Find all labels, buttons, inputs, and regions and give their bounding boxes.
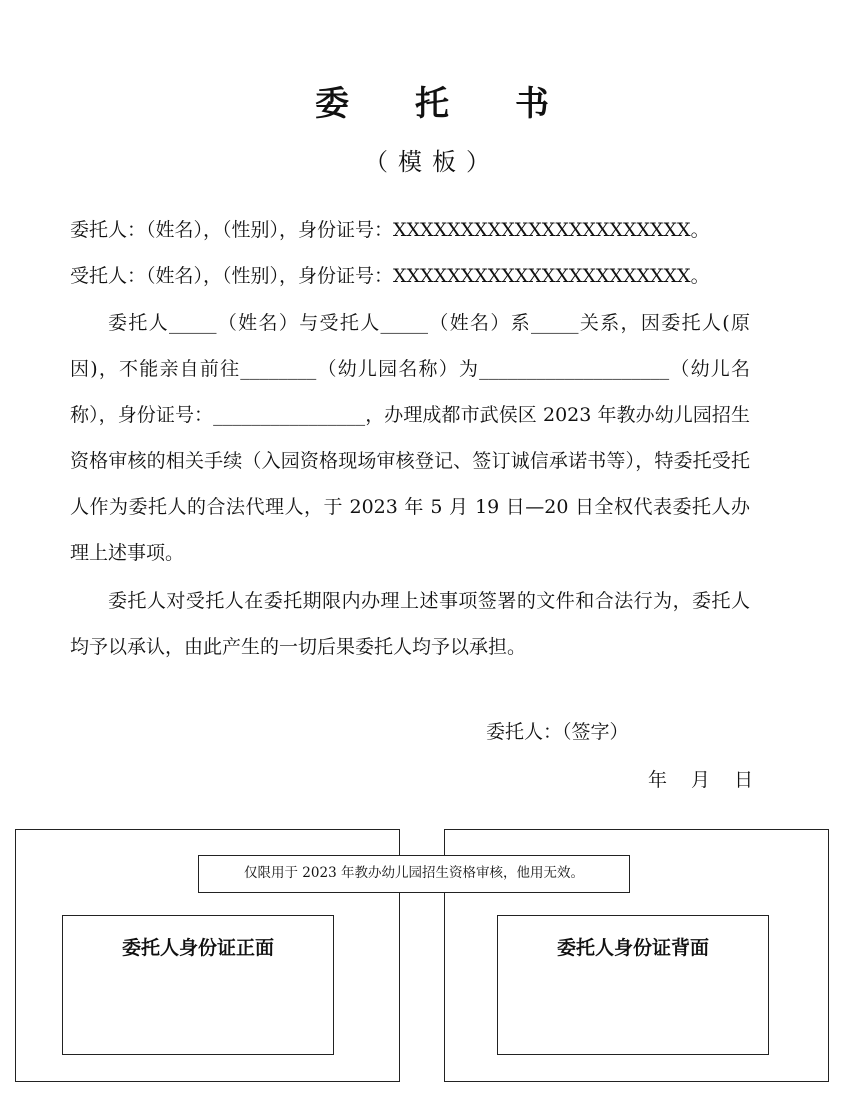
document-subtitle: （模板）	[364, 148, 500, 176]
id-front-placeholder	[62, 915, 334, 1055]
signature-line: 委托人：（签字）	[486, 721, 629, 743]
date-line: 年 月 日	[648, 769, 754, 791]
document-title: 委托书	[315, 84, 615, 124]
usage-restriction-notice: 仅限用于 2023 年教办幼儿园招生资格审核，他用无效。	[198, 855, 630, 893]
id-back-placeholder	[497, 915, 769, 1055]
id-back-label: 委托人身份证背面	[556, 937, 709, 959]
entrustment-body-paragraph: 委托人_____（姓名）与受托人_____（姓名）系_____关系，因委托人(原因)，不能亲自前往________（幼儿园名称）为____________________（幼儿名称），身份证号：________________，办理成都市武侯区 2023 年教办幼儿园招生资格审核的相关手续（入园资格现场审核登记、签订诚信承诺书等），特委托受托人作为委托人的合法代理人，于 2023 年 5 月 19 日—20 日全权代表委托人办理上述事项。	[70, 312, 750, 564]
id-front-label: 委托人身份证正面	[121, 937, 274, 959]
agent-info-line: 受托人：（姓名），（性别），身份证号：XXXXXXXXXXXXXXXXXXXXXX。	[70, 265, 710, 287]
principal-info-line: 委托人：（姓名），（性别），身份证号：XXXXXXXXXXXXXXXXXXXXXX。	[70, 219, 710, 241]
acknowledgement-paragraph: 委托人对受托人在委托期限内办理上述事项签署的文件和合法行为，委托人均予以承认，由此产生的一切后果委托人均予以承担。	[70, 590, 750, 658]
